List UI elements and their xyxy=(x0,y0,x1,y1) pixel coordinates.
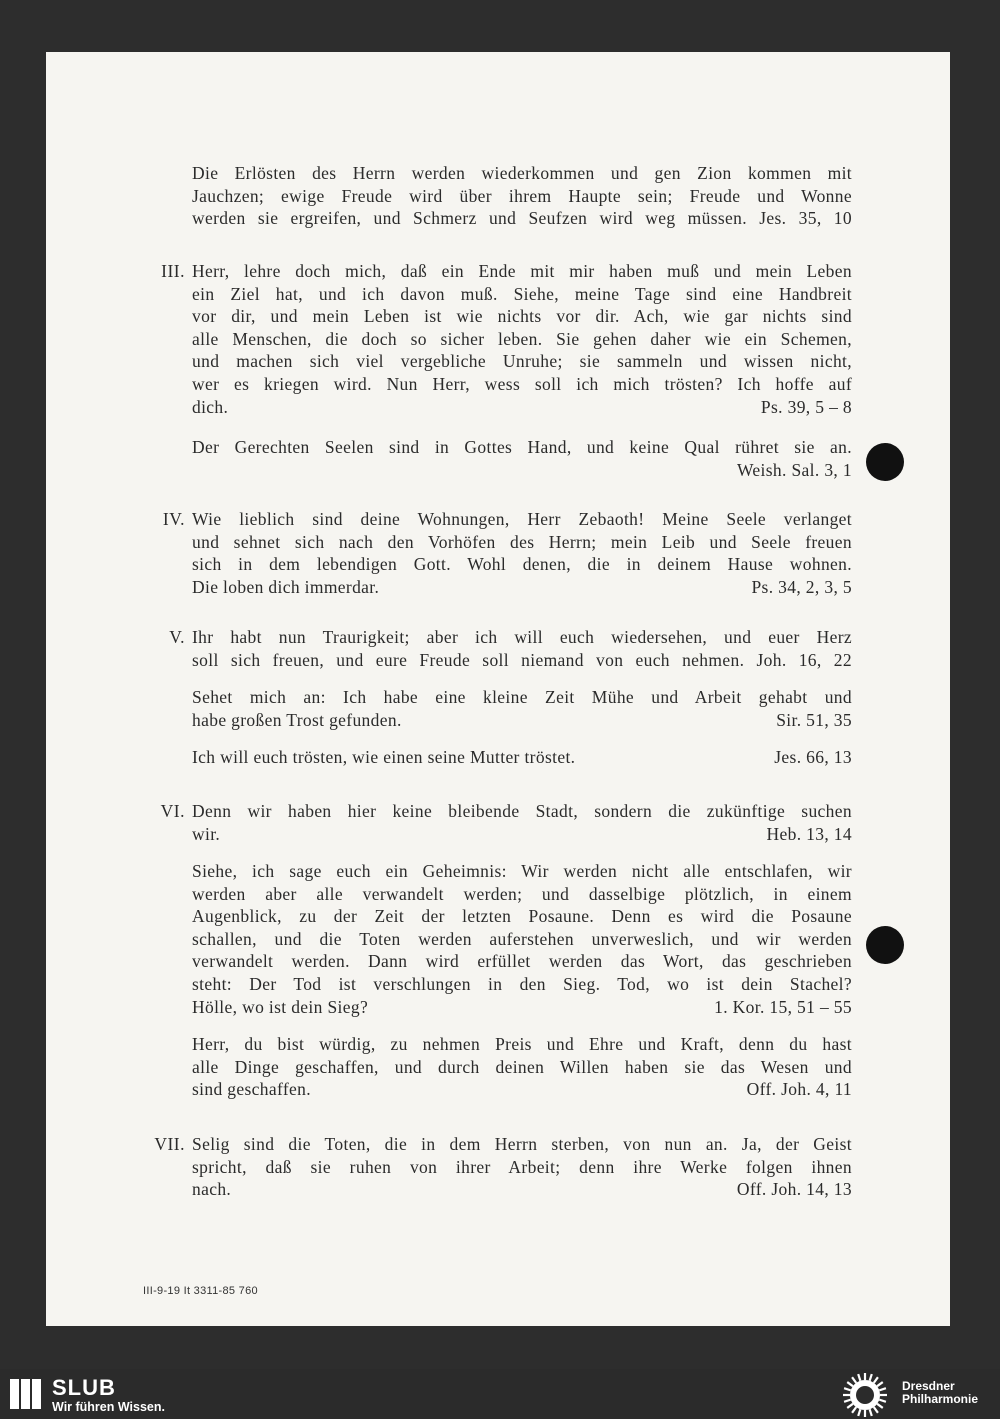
text-line: schallen, und die Toten werden auferstehen unverweslich, und wir werden xyxy=(192,928,852,949)
text-line-with-reference xyxy=(192,396,852,419)
scripture-reference: Ps. 39, 5 – 8 xyxy=(760,396,852,417)
punch-hole xyxy=(866,926,904,964)
text-line: und machen sich viel vergebliche Unruhe; sie sammeln und wissen nicht, xyxy=(192,351,852,372)
library-name: SLUB xyxy=(52,1375,116,1400)
text-line: Denn wir haben hier keine bleibende Stadt, sondern die zukünftige suchen xyxy=(192,801,852,821)
section-number: VI. xyxy=(160,801,185,821)
text-line: werden sie ergreifen, und Schmerz und Seufzen wird weg müssen. Jes. 35, 10 xyxy=(192,208,852,229)
footer-bar xyxy=(0,1369,1000,1419)
text-line: verwandelt werden. Dann wird erfüllet werden das Wort, das geschrieben xyxy=(192,951,852,972)
philharmonie-logo-icon xyxy=(840,1371,890,1419)
scripture-reference: Off. Joh. 4, 11 xyxy=(746,1079,852,1100)
section-number: III. xyxy=(161,261,185,281)
text-line-with-reference xyxy=(192,746,852,769)
text-line: Ich will euch trösten, wie einen seine Mutter tröstet. xyxy=(192,747,576,767)
section-number: V. xyxy=(169,627,185,647)
library-tagline: Wir führen Wissen. xyxy=(52,1400,165,1414)
partner-line-1: Dresdner xyxy=(902,1379,955,1393)
text-line: alle Menschen, die doch so sicher leben. Sie gehen daher wie ein Schemen, xyxy=(192,328,852,349)
verse-paragraph xyxy=(192,1033,852,1101)
scripture-reference: Heb. 13, 14 xyxy=(766,823,852,844)
text-line: Der Gerechten Seelen sind in Gottes Hand, und keine Qual rühret sie an. xyxy=(192,437,852,457)
section-number: IV. xyxy=(162,509,185,529)
text-line: Wie lieblich sind deine Wohnungen, Herr Zebaoth! Meine Seele verlanget xyxy=(192,509,852,529)
verse-paragraph xyxy=(192,1133,852,1201)
text-line: spricht, daß sie ruhen von ihrer Arbeit; denn ihre Werke folgen ihnen xyxy=(192,1156,852,1177)
text-line: sich in dem lebendigen Gott. Wohl denen, die in deinem Hause wohnen. xyxy=(192,554,852,575)
text-line: und sehnet sich nach den Vorhöfen des Herrn; mein Leib und Seele freuen xyxy=(192,531,852,552)
text-line: dich. xyxy=(192,396,229,417)
text-line: Jauchzen; ewige Freude wird über ihrem Haupte sein; Freude und Wonne xyxy=(192,185,852,206)
text-line: Augenblick, zu der Zeit der letzten Posaune. Denn es wird die Posaune xyxy=(192,906,852,927)
verse-paragraph xyxy=(192,800,852,845)
text-line-with-reference xyxy=(192,576,852,599)
text-line: habe großen Trost gefunden. xyxy=(192,709,402,730)
text-line: vor dir, und mein Leben ist wie nichts vor dir. Ach, wie gar nichts sind xyxy=(192,306,852,327)
text-line: Herr, du bist würdig, zu nehmen Preis und Ehre und Kraft, denn du hast xyxy=(192,1034,852,1054)
scripture-reference: Jes. 66, 13 xyxy=(774,747,852,767)
text-line: nach. xyxy=(192,1179,232,1200)
scripture-reference: Off. Joh. 14, 13 xyxy=(736,1179,852,1200)
scripture-reference: Sir. 51, 35 xyxy=(776,709,852,730)
section-number: VII. xyxy=(154,1134,185,1154)
text-line-with-reference xyxy=(192,823,852,846)
text-line: Sehet mich an: Ich habe eine kleine Zeit Mühe und Arbeit gehabt und xyxy=(192,687,852,707)
slub-logo-icon xyxy=(10,1379,44,1409)
text-line: Hölle, wo ist dein Sieg? xyxy=(192,996,369,1017)
text-line-with-reference xyxy=(192,1078,852,1101)
partner-line-2: Philharmonie xyxy=(902,1392,979,1406)
text-line-with-reference xyxy=(192,1178,852,1201)
partner-name xyxy=(902,1380,978,1406)
scripture-reference: Ps. 34, 2, 3, 5 xyxy=(751,576,852,597)
text-line: ein Ziel hat, und ich davon muß. Siehe, meine Tage sind eine Handbreit xyxy=(192,283,852,304)
verse-paragraph xyxy=(192,626,852,671)
text-line: Siehe, ich sage euch ein Geheimnis: Wir werden nicht alle entschlafen, wir xyxy=(192,861,852,881)
text-line: Selig sind die Toten, die in dem Herrn sterben, von nun an. Ja, der Geist xyxy=(192,1134,852,1154)
text-line: werden aber alle verwandelt werden; und dasselbige plötzlich, in einem xyxy=(192,883,852,904)
text-line: alle Dinge geschaffen, und durch deinen Willen haben sie das Wesen und xyxy=(192,1056,852,1077)
verse-paragraph xyxy=(192,860,852,1018)
text-line: sind geschaffen. xyxy=(192,1079,311,1100)
text-line: Die Erlösten des Herrn werden wiederkommen und gen Zion kommen mit xyxy=(192,163,852,183)
verse-paragraph xyxy=(192,260,852,418)
text-line: Ihr habt nun Traurigkeit; aber ich will euch wiedersehen, und euer Herz xyxy=(192,627,852,647)
scripture-reference: Weish. Sal. 3, 1 xyxy=(736,459,852,480)
punch-hole xyxy=(866,443,904,481)
print-code: III-9-19 It 3311-85 760 xyxy=(143,1285,258,1297)
text-line-with-reference xyxy=(192,996,852,1019)
text-line: wer es kriegen wird. Nun Herr, wess soll ich mich trösten? Ich hoffe auf xyxy=(192,373,852,394)
text-line: soll sich freuen, und eure Freude soll niemand von euch nehmen. Joh. 16, 22 xyxy=(192,649,852,670)
text-line: Die loben dich immerdar. xyxy=(192,576,380,597)
verse-paragraph xyxy=(192,686,852,731)
text-line: wir. xyxy=(192,823,221,844)
text-line-with-reference xyxy=(192,709,852,732)
verse-paragraph xyxy=(192,436,852,481)
text-line: Herr, lehre doch mich, daß ein Ende mit mir haben muß und mein Leben xyxy=(192,261,852,281)
text-line: steht: Der Tod ist verschlungen in den Sieg. Tod, wo ist dein Stachel? xyxy=(192,973,852,994)
scripture-reference: 1. Kor. 15, 51 – 55 xyxy=(714,996,852,1017)
verse-paragraph xyxy=(192,162,852,230)
verse-paragraph xyxy=(192,746,852,769)
verse-paragraph xyxy=(192,508,852,598)
